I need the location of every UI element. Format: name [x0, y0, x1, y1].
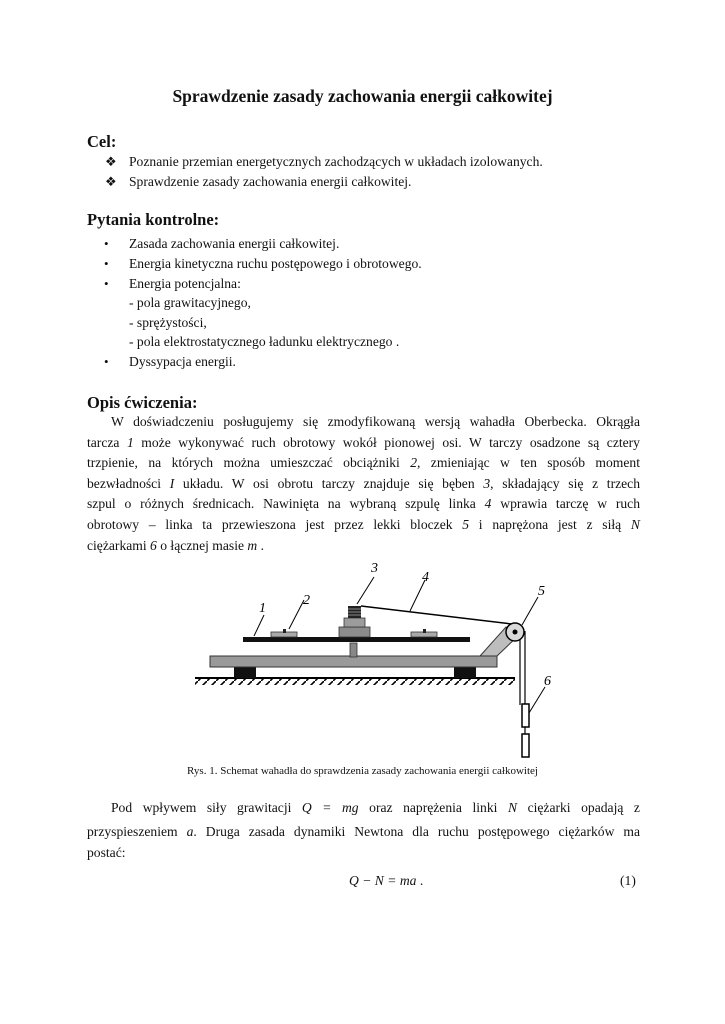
pytania-subitem-1: - pola grawitacyjnego, [129, 295, 251, 310]
opis-line: tarcza 1 może wykonywać ruch obrotowy wokół pionowej osi. W tarczy osadzone są cztery [87, 434, 640, 450]
oberbeck-pendulum-diagram [0, 555, 725, 765]
bullet-icon: • [104, 276, 109, 291]
label-5: 5 [538, 584, 545, 599]
label-4: 4 [422, 570, 429, 585]
pytania-subitem-3: - pola elektrostatycznego ładunku elektrycznego . [129, 334, 400, 349]
opis-line: szpul o różnych średnicach. Nawinięta na wybraną szpulę linka 4 wprawia tarczę w ruch [87, 496, 640, 512]
opis-heading: Opis ćwiczenia: [87, 393, 198, 412]
base-foot-left [234, 667, 256, 678]
bullet-icon: • [104, 236, 109, 251]
drum-spool-medium [344, 618, 365, 627]
opis-paragraph [87, 412, 640, 556]
label-2: 2 [303, 593, 310, 608]
opis-line: obrotowy – linka ta przewieszona jest przez lekki bloczek 5 i naprężona jest z siłą N [87, 516, 640, 532]
pytania-heading: Pytania kontrolne: [87, 210, 220, 229]
label-3: 3 [371, 561, 378, 576]
cel-heading: Cel: [87, 132, 117, 151]
cel-item-1: Poznanie przemian energetycznych zachodzących w układach izolowanych. [129, 154, 543, 169]
weight-right-pin [423, 629, 426, 633]
pytania-item-1: Zasada zachowania energii całkowitej. [129, 236, 340, 251]
ground-hatch [195, 679, 515, 685]
equation: Q − N = ma . [349, 873, 424, 888]
bullet-icon: • [104, 354, 109, 369]
paragraph-2-line-2: przyspieszeniem a. Druga zasada dynamiki Newtona dla ruchu postępowego ciężarków ma [87, 824, 640, 839]
base-foot-right [454, 667, 476, 678]
diamond-bullet-icon: ❖ [105, 154, 117, 169]
equation-number: (1) [620, 873, 636, 888]
paragraph-2-line-3: postać: [87, 845, 126, 860]
disk [243, 637, 470, 642]
pytania-item-3: Energia potencjalna: [129, 276, 241, 291]
opis-line: trzpienie, na których można umieszczać obciążniki 2, zmieniając w ten sposób moment [87, 455, 640, 471]
opis-line: W doświadczeniu posługujemy się zmodyfikowaną wersją wahadła Oberbecka. Okrągła [111, 414, 640, 429]
opis-line: bezwładności I układu. W osi obrotu tarczy znajduje się bęben 3, składający się z trzech [87, 475, 641, 491]
drum-spool-large [339, 627, 370, 637]
paragraph-2-line-1: Pod wpływem siły grawitacji Q = mg oraz naprężenia linki N ciężarki opadają z [111, 800, 640, 815]
diamond-bullet-icon: ❖ [105, 174, 117, 189]
bullet-icon: • [104, 256, 109, 271]
paragraph-2 [87, 797, 640, 863]
opis-line: ciężarkami 6 o łącznej masie m . [87, 537, 265, 553]
string [361, 606, 512, 624]
pytania-item-2: Energia kinetyczna ruchu postępowego i obrotowego. [129, 256, 422, 271]
cel-item-2: Sprawdzenie zasady zachowania energii całkowitej. [129, 174, 412, 189]
page-title: Sprawdzenie zasady zachowania energii całkowitej [172, 86, 553, 106]
axle [350, 643, 357, 657]
base-plate [210, 656, 497, 667]
figure-caption: Rys. 1. Schemat wahadła do sprawdzenia zasady zachowania energii całkowitej [187, 765, 538, 777]
pytania-item-4: Dyssypacja energii. [129, 354, 236, 369]
label-1: 1 [259, 601, 266, 616]
hanging-weight-1 [522, 704, 529, 727]
label-6: 6 [544, 674, 551, 689]
hanging-weight-2 [522, 734, 529, 757]
pytania-subitem-2: - sprężystości, [129, 315, 207, 330]
weight-left-pin [283, 629, 286, 633]
